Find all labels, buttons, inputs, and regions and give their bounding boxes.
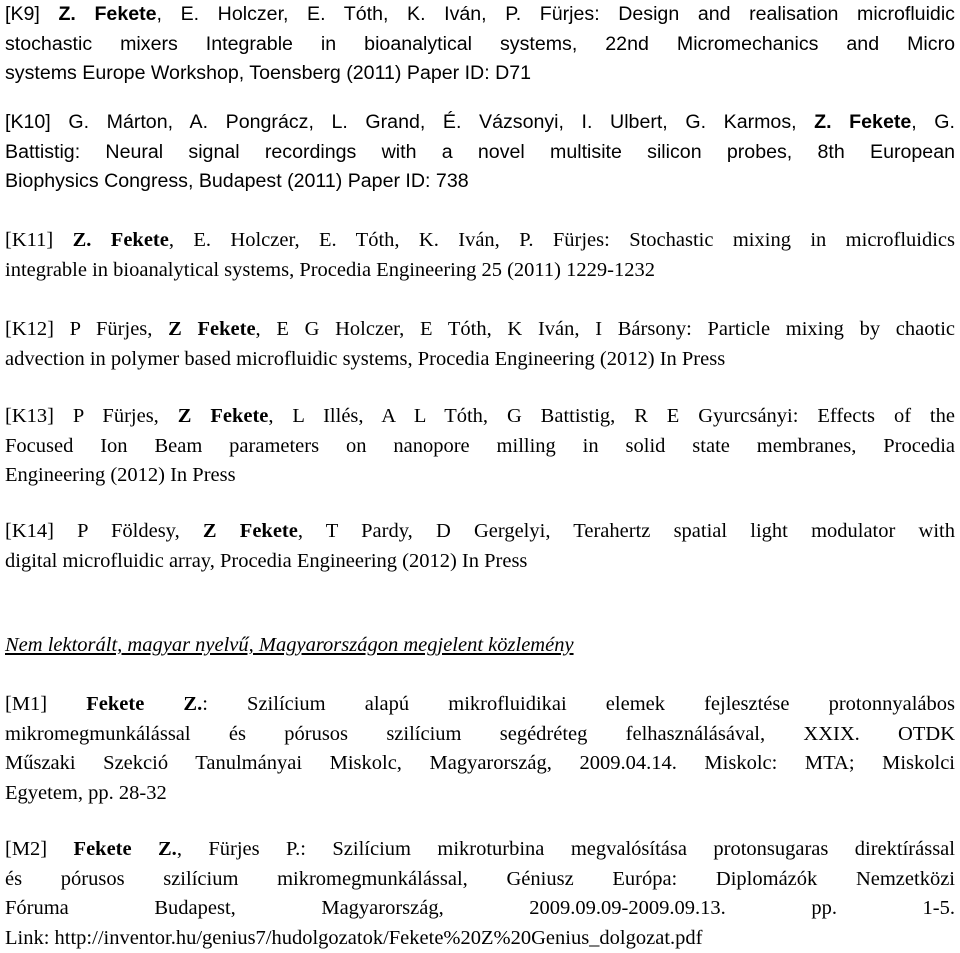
reference-text: , T Pardy, D Gergelyi, Terahertz spatial light modulator with [298,520,955,542]
ref-k13 [5,402,955,491]
reference-text: Engineering (2012) In Press [5,464,236,486]
reference-line [5,720,955,750]
author-highlight: Z Fekete [168,318,255,340]
reference-line [5,749,955,779]
reference-line [5,865,955,895]
author-highlight: Z. Fekete [73,229,169,251]
author-highlight: Z. Fekete [814,111,911,133]
reference-text: [K10] G. Márton, A. Pongrácz, L. Grand, É. Vázsonyi, I. Ulbert, G. Karmos, [5,111,814,133]
reference-line [5,432,955,462]
reference-text: advection in polymer based microfluidic systems, Procedia Engineering (2012) In Press [5,348,725,370]
reference-text: digital microfluidic array, Procedia Engineering (2012) In Press [5,550,527,572]
reference-text: integrable in bioanalytical systems, Procedia Engineering 25 (2011) 1229-1232 [5,259,655,281]
reference-text: Műszaki Szekció Tanulmányai Miskolc, Magyarország, 2009.04.14. Miskolc: MTA; Miskolci [5,752,955,774]
reference-text: , G. [911,111,955,133]
reference-text: [K12] P Fürjes, [5,318,168,340]
reference-text: Focused Ion Beam parameters on nanopore milling in solid state membranes, Procedia [5,435,955,457]
reference-text: Fóruma Budapest, Magyarország, 2009.09.09-2009.09.13. pp. 1-5. [5,897,955,919]
reference-text: Egyetem, pp. 28-32 [5,782,167,804]
reference-line [5,0,955,30]
reference-line [5,779,955,809]
reference-line [5,894,955,924]
ref-m1 [5,690,955,808]
reference-text: [K11] [5,229,73,251]
reference-line [5,690,955,720]
reference-line [5,517,955,547]
reference-line [5,345,955,375]
reference-line [5,108,955,138]
ref-k9 [5,0,955,89]
reference-text: , E. Holczer, E. Tóth, K. Iván, P. Fürjes: Stochastic mixing in microfluidics [169,229,955,251]
reference-text: , L Illés, A L Tóth, G Battistig, R E Gyurcsányi: Effects of the [268,405,955,427]
reference-line [5,402,955,432]
ref-m2 [5,835,955,953]
reference-text: és pórusos szilícium mikromegmunkálással, Géniusz Európa: Diplomázók Nemzetközi [5,868,955,890]
reference-line [5,461,955,491]
reference-line [5,924,955,953]
reference-text: Link: http://inventor.hu/genius7/hudolgozatok/Fekete%20Z%20Genius_dolgozat.pdf [5,927,702,949]
ref-k12 [5,315,955,374]
reference-text: mikromegmunkálással és pórusos szilícium segédréteg felhasználásával, XXIX. OTDK [5,723,955,745]
reference-line [5,226,955,256]
author-highlight: Z. Fekete [58,3,156,25]
reference-text: : Szilícium alapú mikrofluidikai elemek fejlesztése protonnyalábos [202,693,955,715]
reference-text: Battistig: Neural signal recordings with a novel multisite silicon probes, 8th European [5,141,955,163]
author-highlight: Z Fekete [203,520,298,542]
author-highlight: Fekete Z. [86,693,202,715]
reference-text: [K9] [5,3,58,25]
reference-text: , Fürjes P.: Szilícium mikroturbina megvalósítása protonsugaras direktírással [177,838,955,860]
section-heading: Nem lektorált, magyar nyelvű, Magyarországon megjelent közlemény [5,631,955,661]
reference-text: [M2] [5,838,74,860]
ref-k14 [5,517,955,576]
reference-line [5,315,955,345]
ref-k10 [5,108,955,197]
reference-line [5,547,955,577]
reference-text: , E G Holczer, E Tóth, K Iván, I Bársony: Particle mixing by chaotic [256,318,955,340]
reference-text: [K13] P Fürjes, [5,405,178,427]
reference-line [5,835,955,865]
ref-k11 [5,226,955,285]
reference-line [5,256,955,286]
reference-line [5,138,955,168]
reference-text: Biophysics Congress, Budapest (2011) Paper ID: 738 [5,170,469,192]
reference-text: [K14] P Földesy, [5,520,203,542]
reference-text: systems Europe Workshop, Toensberg (2011) Paper ID: D71 [5,62,531,84]
reference-text: stochastic mixers Integrable in bioanalytical systems, 22nd Micromechanics and Micro [5,33,955,55]
reference-text: [M1] [5,693,86,715]
author-highlight: Z Fekete [178,405,269,427]
author-highlight: Fekete Z. [74,838,177,860]
reference-line [5,167,955,197]
reference-line [5,30,955,60]
reference-line [5,59,955,89]
reference-text: , E. Holczer, E. Tóth, K. Iván, P. Fürjes: Design and realisation microfluidic [157,3,955,25]
